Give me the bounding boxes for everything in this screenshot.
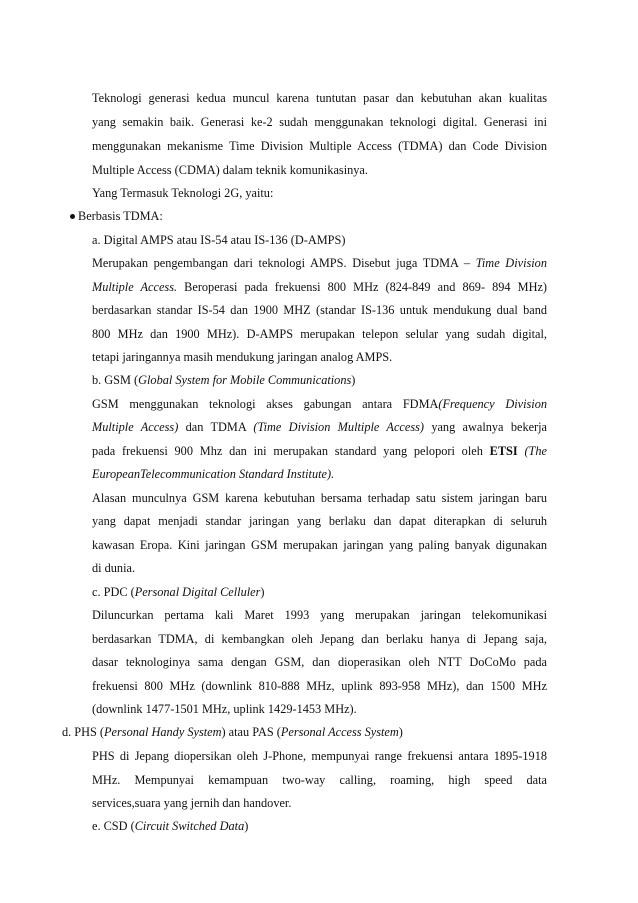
paragraph-line: yang semakin baik. Generasi ke-2 sudah menggunakan teknologi digital. Generasi ini <box>92 115 547 129</box>
paragraph-line: di dunia. <box>92 561 136 575</box>
text-span: ) <box>260 585 265 599</box>
text-span: GSM menggunakan teknologi akses gabungan antara FDMA <box>92 397 439 411</box>
paragraph-line: 800 MHz dan 1900 MHz). D-AMPS merupakan telepon selular yang sudah digital, <box>92 327 547 341</box>
italic-text: (Frequency Division <box>438 397 547 411</box>
italic-text: Global System for Mobile Communications <box>138 373 352 387</box>
bullet-text: Berbasis TDMA: <box>78 209 163 223</box>
text-span: Beroperasi pada frekuensi 800 MHz (824-849 and 869- 894 MHz) <box>184 280 548 294</box>
text-span: pada frekuensi 900 Mhz dan ini merupakan standard yang pelopori oleh <box>92 444 483 458</box>
bullet-item <box>70 208 163 224</box>
paragraph-line: tetapi jaringannya masih mendukung jaringan analog AMPS. <box>92 350 393 364</box>
paragraph-line: (downlink 1477-1501 MHz, uplink 1429-1453 MHz). <box>92 702 357 716</box>
italic-text: Personal Handy System <box>104 725 222 739</box>
italic-text: (Time Division Multiple Access) <box>253 420 424 434</box>
text-span: ) <box>351 373 356 387</box>
paragraph-line <box>92 396 547 412</box>
section-e-heading <box>92 818 248 834</box>
paragraph-line: yang dapat menjadi standar jaringan yang berlaku dan dapat diterapkan di seluruh <box>92 514 547 528</box>
italic-text: Circuit Switched Data <box>134 819 245 833</box>
paragraph-line: services,suara yang jernih dan handover. <box>92 796 292 810</box>
paragraph-line: dasar teknologinya sama dengan GSM, dan dioperasikan oleh NTT DoCoMo pada <box>92 655 547 669</box>
bullet-dot-icon <box>70 214 75 219</box>
paragraph-line: Alasan munculnya GSM karena kebutuhan bersama terhadap satu sistem jaringan baru <box>92 491 547 505</box>
italic-text: Personal Digital Celluler <box>134 585 261 599</box>
section-b-heading <box>92 372 355 388</box>
text-span: ) <box>244 819 249 833</box>
italic-text: Multiple Access) <box>92 420 179 434</box>
text-span: yang awalnya bekerja <box>431 420 548 434</box>
text-span: c. PDC ( <box>92 585 135 599</box>
paragraph-line: EuropeanTelecommunication Standard Institute). <box>92 467 335 481</box>
paragraph-line: kawasan Eropa. Kini jaringan GSM merupakan jaringan yang paling banyak digunakan <box>92 538 547 552</box>
paragraph-line <box>92 255 547 271</box>
paragraph-line <box>92 443 547 459</box>
paragraph-line: PHS di Jepang diopersikan oleh J-Phone, mempunyai range frekuensi antara 1895-1918 <box>92 749 547 763</box>
paragraph-line: berdasarkan standar IS-54 dan 1900 MHZ (standar IS-136 untuk mendukung dual band <box>92 303 547 317</box>
paragraph-line: Yang Termasuk Teknologi 2G, yaitu: <box>92 186 274 200</box>
section-d-heading <box>62 724 403 740</box>
section-a-heading: a. Digital AMPS atau IS-54 atau IS-136 (D-AMPS) <box>92 233 346 247</box>
italic-text: Time Division <box>475 256 547 270</box>
paragraph-line: Multiple Access (CDMA) dalam teknik komunikasinya. <box>92 163 368 177</box>
text-span: ) <box>398 725 403 739</box>
text-span: Merupakan pengembangan dari teknologi AMPS. Disebut juga TDMA – <box>92 256 471 270</box>
italic-text: (The <box>524 444 547 458</box>
text-span: dan TDMA <box>185 420 247 434</box>
paragraph-line <box>92 279 547 295</box>
paragraph-line: Diluncurkan pertama kali Maret 1993 yang merupakan jaringan telekomunikasi <box>92 608 547 622</box>
text-span: b. GSM ( <box>92 373 139 387</box>
text-span: ) atau PAS ( <box>221 725 281 739</box>
paragraph-line <box>92 419 547 435</box>
bold-text: ETSI <box>489 444 518 458</box>
text-span: e. CSD ( <box>92 819 135 833</box>
italic-text: Personal Access System <box>280 725 399 739</box>
paragraph-line: Teknologi generasi kedua muncul karena tuntutan pasar dan kebutuhan akan kualitas <box>92 91 547 105</box>
paragraph-line: MHz. Mempunyai kemampuan two-way calling, roaming, high speed data <box>92 773 547 787</box>
paragraph-line: menggunakan mekanisme Time Division Multiple Access (TDMA) dan Code Division <box>92 139 547 153</box>
paragraph-line: berdasarkan TDMA, di kembangkan oleh Jepang dan berlaku hanya di Jepang saja, <box>92 632 547 646</box>
section-c-heading <box>92 584 265 600</box>
text-span: d. PHS ( <box>62 725 105 739</box>
italic-text: Multiple Access. <box>92 280 178 294</box>
paragraph-line: frekuensi 800 MHz (downlink 810-888 MHz, uplink 893-958 MHz), dan 1500 MHz <box>92 679 547 693</box>
